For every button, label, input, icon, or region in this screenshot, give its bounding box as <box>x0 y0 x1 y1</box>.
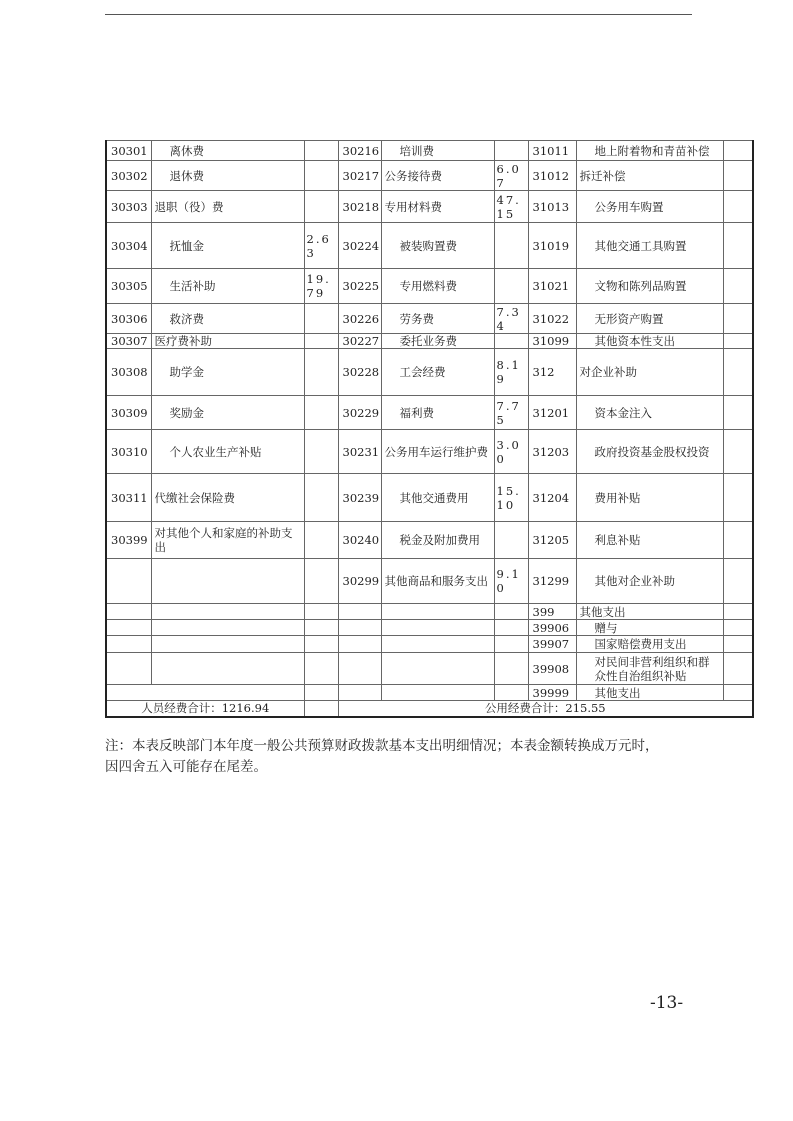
item-name: 福利费 <box>381 396 494 430</box>
item-code: 30299 <box>338 559 381 604</box>
table-row <box>106 223 753 269</box>
item-amount <box>723 636 753 653</box>
table-row <box>106 559 753 604</box>
item-code: 30224 <box>338 223 381 269</box>
item-amount <box>304 191 338 223</box>
item-code: 30226 <box>338 304 381 334</box>
item-code <box>106 636 151 653</box>
item-name: 奖励金 <box>151 396 304 430</box>
item-amount <box>723 604 753 620</box>
item-code: 30225 <box>338 269 381 304</box>
table-row <box>106 604 753 620</box>
item-name: 赠与 <box>576 620 723 636</box>
header-rule <box>105 14 692 15</box>
item-name: 抚恤金 <box>151 223 304 269</box>
item-name: 税金及附加费用 <box>381 522 494 559</box>
item-amount: 19.79 <box>304 269 338 304</box>
item-amount: 9.10 <box>494 559 528 604</box>
table-note: 注：本表反映部门本年度一般公共预算财政拨款基本支出明细情况；本表金额转换成万元时，因四舍五入可能存在尾差。 <box>105 738 659 775</box>
empty-cell <box>494 685 528 701</box>
item-code: 31205 <box>528 522 576 559</box>
item-amount <box>494 522 528 559</box>
item-code <box>106 620 151 636</box>
item-amount <box>723 559 753 604</box>
item-name: 劳务费 <box>381 304 494 334</box>
empty-cell <box>723 685 753 701</box>
item-code: 30305 <box>106 269 151 304</box>
table-row <box>106 269 753 304</box>
item-code <box>106 559 151 604</box>
item-name: 国家赔偿费用支出 <box>576 636 723 653</box>
item-amount <box>494 620 528 636</box>
item-name <box>151 620 304 636</box>
item-name: 被装购置费 <box>381 223 494 269</box>
item-name: 专用燃料费 <box>381 269 494 304</box>
item-name <box>381 653 494 685</box>
item-code: 31204 <box>528 474 576 522</box>
personnel-total: 人员经费合计：1216.94 <box>106 701 304 717</box>
item-code: 30218 <box>338 191 381 223</box>
item-name: 费用补贴 <box>576 474 723 522</box>
public-total: 公用经费合计：215.55 <box>338 701 753 717</box>
item-name: 退职（役）费 <box>151 191 304 223</box>
item-name: 对企业补助 <box>576 349 723 396</box>
item-name: 政府投资基金股权投资 <box>576 430 723 474</box>
item-code: 39908 <box>528 653 576 685</box>
item-name: 工会经费 <box>381 349 494 396</box>
item-amount: 2.63 <box>304 223 338 269</box>
item-amount: 8.19 <box>494 349 528 396</box>
item-name: 助学金 <box>151 349 304 396</box>
empty-cell <box>304 701 338 717</box>
item-amount <box>723 522 753 559</box>
item-amount <box>723 349 753 396</box>
empty-cell <box>338 685 381 701</box>
item-name: 医疗费补助 <box>151 334 304 349</box>
item-code: 31201 <box>528 396 576 430</box>
item-name: 地上附着物和青苗补偿 <box>576 141 723 161</box>
table-row <box>106 191 753 223</box>
item-name: 其他交通费用 <box>381 474 494 522</box>
item-code <box>106 653 151 685</box>
item-code: 30309 <box>106 396 151 430</box>
item-code <box>338 636 381 653</box>
item-name: 利息补贴 <box>576 522 723 559</box>
item-amount: 6.07 <box>494 161 528 191</box>
item-name: 其他资本性支出 <box>576 334 723 349</box>
table-row <box>106 620 753 636</box>
item-code: 31021 <box>528 269 576 304</box>
item-name <box>151 604 304 620</box>
item-amount: 15.10 <box>494 474 528 522</box>
item-code: 31022 <box>528 304 576 334</box>
item-code: 31299 <box>528 559 576 604</box>
item-amount <box>304 653 338 685</box>
item-amount <box>304 604 338 620</box>
item-code: 30240 <box>338 522 381 559</box>
item-amount <box>494 604 528 620</box>
item-name: 其他商品和服务支出 <box>381 559 494 604</box>
item-name: 公务接待费 <box>381 161 494 191</box>
table-row <box>106 474 753 522</box>
item-amount <box>723 334 753 349</box>
item-amount <box>494 141 528 161</box>
table-row <box>106 141 753 161</box>
item-amount <box>723 141 753 161</box>
item-code: 30311 <box>106 474 151 522</box>
item-amount <box>723 430 753 474</box>
item-name: 离休费 <box>151 141 304 161</box>
item-amount <box>304 304 338 334</box>
item-amount <box>304 559 338 604</box>
item-code: 39999 <box>528 685 576 701</box>
item-amount: 7.34 <box>494 304 528 334</box>
item-amount <box>304 522 338 559</box>
item-name <box>381 620 494 636</box>
item-name: 救济费 <box>151 304 304 334</box>
item-code: 30308 <box>106 349 151 396</box>
item-amount <box>494 334 528 349</box>
item-code <box>338 620 381 636</box>
item-code: 30216 <box>338 141 381 161</box>
item-name: 代缴社会保险费 <box>151 474 304 522</box>
item-amount <box>723 223 753 269</box>
item-code: 30231 <box>338 430 381 474</box>
item-amount <box>304 161 338 191</box>
item-name: 其他交通工具购置 <box>576 223 723 269</box>
empty-cell <box>381 685 494 701</box>
item-name <box>381 636 494 653</box>
item-name: 文物和陈列品购置 <box>576 269 723 304</box>
item-amount <box>304 141 338 161</box>
item-amount <box>494 636 528 653</box>
item-name: 生活补助 <box>151 269 304 304</box>
item-code: 30303 <box>106 191 151 223</box>
item-amount <box>494 269 528 304</box>
item-code: 31099 <box>528 334 576 349</box>
item-code <box>338 604 381 620</box>
item-code <box>338 653 381 685</box>
item-name <box>151 653 304 685</box>
item-code: 30227 <box>338 334 381 349</box>
item-name: 其他支出 <box>576 604 723 620</box>
item-amount <box>723 653 753 685</box>
item-code: 31203 <box>528 430 576 474</box>
table-row <box>106 685 753 701</box>
item-amount <box>723 304 753 334</box>
table-row <box>106 349 753 396</box>
item-code: 399 <box>528 604 576 620</box>
item-code: 30239 <box>338 474 381 522</box>
table-row <box>106 653 753 685</box>
item-amount <box>494 223 528 269</box>
item-amount <box>723 474 753 522</box>
item-code: 30217 <box>338 161 381 191</box>
item-code: 30399 <box>106 522 151 559</box>
table-row <box>106 161 753 191</box>
item-name: 对其他个人和家庭的补助支出 <box>151 522 304 559</box>
item-amount: 47.15 <box>494 191 528 223</box>
item-name: 无形资产购置 <box>576 304 723 334</box>
table-row <box>106 430 753 474</box>
table-row <box>106 522 753 559</box>
table-row <box>106 334 753 349</box>
item-code: 30304 <box>106 223 151 269</box>
item-name: 资本金注入 <box>576 396 723 430</box>
item-amount <box>304 349 338 396</box>
item-name: 其他支出 <box>576 685 723 701</box>
item-amount <box>723 620 753 636</box>
item-amount <box>723 161 753 191</box>
item-amount <box>304 334 338 349</box>
item-amount <box>723 269 753 304</box>
item-name: 退休费 <box>151 161 304 191</box>
item-code: 30307 <box>106 334 151 349</box>
item-code: 31013 <box>528 191 576 223</box>
item-name: 个人农业生产补贴 <box>151 430 304 474</box>
item-amount <box>304 474 338 522</box>
expenditure-detail-table <box>105 140 754 718</box>
item-amount <box>304 396 338 430</box>
item-code: 30302 <box>106 161 151 191</box>
item-amount <box>304 636 338 653</box>
item-code: 39907 <box>528 636 576 653</box>
empty-cell <box>106 685 304 701</box>
item-amount <box>304 430 338 474</box>
item-code: 31011 <box>528 141 576 161</box>
item-code: 30306 <box>106 304 151 334</box>
item-code: 31012 <box>528 161 576 191</box>
item-name: 对民间非营利组织和群众性自治组织补贴 <box>576 653 723 685</box>
item-name: 其他对企业补助 <box>576 559 723 604</box>
item-name: 委托业务费 <box>381 334 494 349</box>
empty-cell <box>304 685 338 701</box>
item-name: 公务用车运行维护费 <box>381 430 494 474</box>
item-code: 30228 <box>338 349 381 396</box>
item-code: 39906 <box>528 620 576 636</box>
item-amount: 3.00 <box>494 430 528 474</box>
item-code: 30301 <box>106 141 151 161</box>
item-amount <box>494 653 528 685</box>
item-name: 培训费 <box>381 141 494 161</box>
item-amount <box>304 620 338 636</box>
item-amount <box>723 191 753 223</box>
totals-row <box>106 701 753 717</box>
page-number: -13- <box>650 993 684 1013</box>
item-name: 拆迁补偿 <box>576 161 723 191</box>
item-amount: 7.75 <box>494 396 528 430</box>
item-code <box>106 604 151 620</box>
table-row <box>106 304 753 334</box>
item-name <box>151 636 304 653</box>
item-name: 公务用车购置 <box>576 191 723 223</box>
item-amount <box>723 396 753 430</box>
item-code: 30229 <box>338 396 381 430</box>
item-name: 专用材料费 <box>381 191 494 223</box>
item-code: 312 <box>528 349 576 396</box>
item-name <box>381 604 494 620</box>
item-code: 30310 <box>106 430 151 474</box>
table-row <box>106 396 753 430</box>
item-code: 31019 <box>528 223 576 269</box>
table-row <box>106 636 753 653</box>
item-name <box>151 559 304 604</box>
